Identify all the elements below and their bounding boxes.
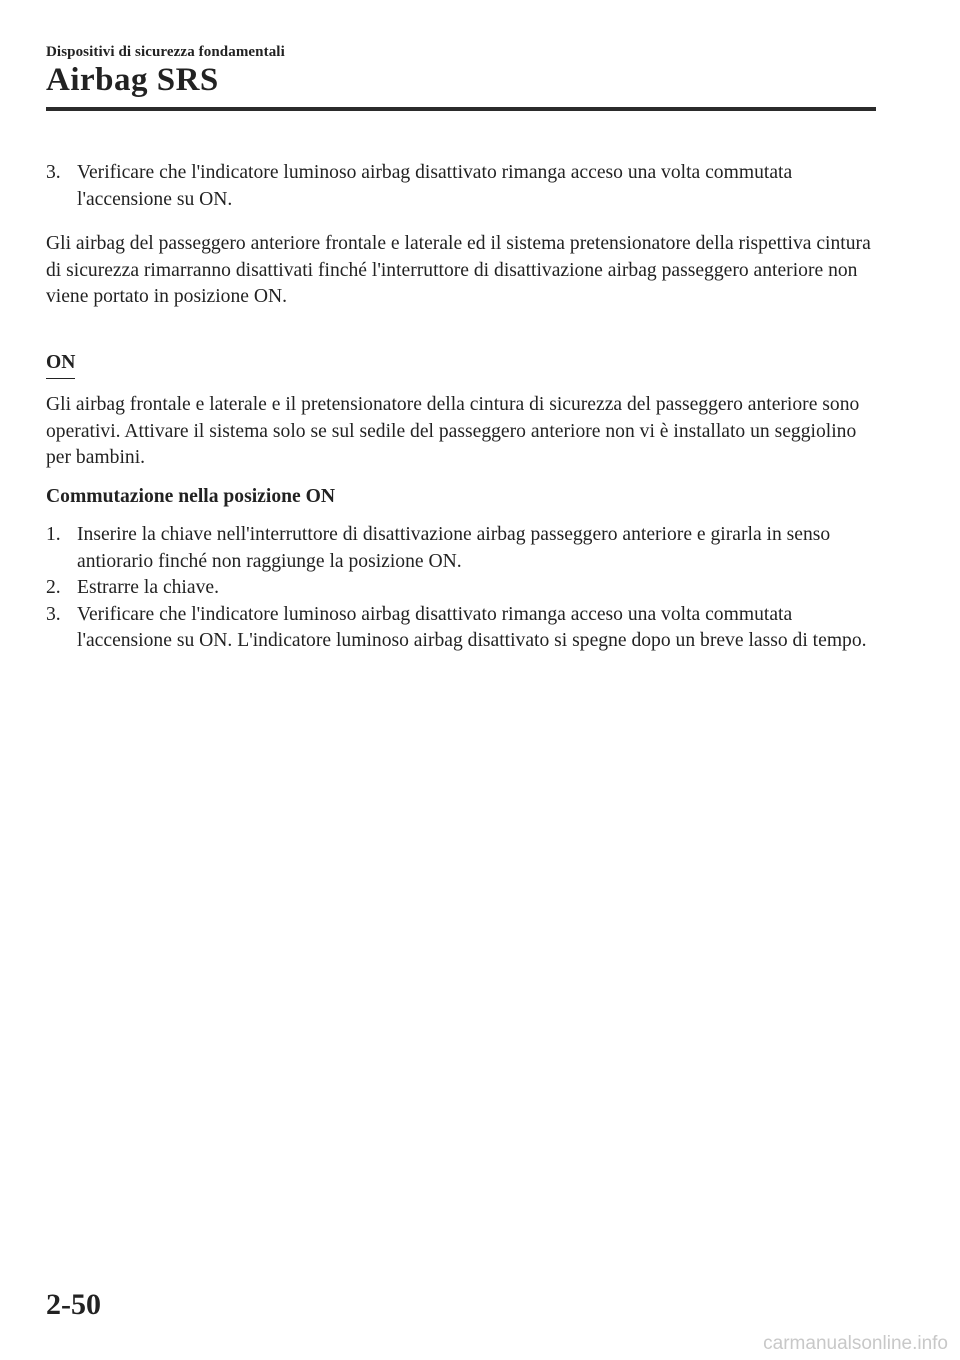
list-item-text: Estrarre la chiave. <box>77 577 219 598</box>
list-item <box>46 575 876 602</box>
list-item <box>46 522 876 575</box>
list-item-text: Verificare che l'indicatore luminoso airbag disattivato rimanga acceso una volta commutata l'accensione su ON. L'indicatore luminoso airbag disattivato si spegne dopo un breve lasso di tempo. <box>77 603 867 651</box>
list-item-number: 3. <box>46 162 61 183</box>
on-heading: ON <box>46 350 75 380</box>
on-paragraph: Gli airbag frontale e laterale e il pretensionatore della cintura di sicurezza del passeggero anteriore sono operativi. Attivare il sistema solo se sul sedile del passeggero anteriore non vi è installato un seggiolino per bambini. <box>46 394 860 468</box>
page-number: 2-50 <box>46 1288 101 1321</box>
on-subheading: Commutazione nella posizione ON <box>46 485 335 507</box>
list-item-text: Inserire la chiave nell'interruttore di disattivazione airbag passeggero anteriore e girarla in senso antiorario finché non raggiunge la posizione ON. <box>77 524 831 572</box>
list-item-number: 3. <box>46 603 61 625</box>
page-title: Airbag SRS <box>46 62 219 98</box>
title-rule <box>46 107 876 111</box>
list-item <box>46 160 876 213</box>
on-step-list <box>46 522 876 655</box>
list-item-number: 1. <box>46 524 61 545</box>
section-label: Dispositivi di sicurezza fondamentali <box>46 44 285 60</box>
off-paragraph: Gli airbag del passeggero anteriore frontale e laterale ed il sistema pretensionatore della rispettiva cintura di sicurezza rimarranno disattivati finché l'interruttore di disattivazione airbag passeggero anteriore non viene portato in posizione ON. <box>46 233 871 307</box>
list-item-number: 2. <box>46 577 61 598</box>
list-item <box>46 602 876 655</box>
top-step-list <box>46 160 876 213</box>
page-content <box>46 160 876 655</box>
list-item-text: Verificare che l'indicatore luminoso airbag disattivato rimanga acceso una volta commutata l'accensione su ON. <box>77 162 793 210</box>
watermark: carmanualsonline.info <box>763 1333 948 1354</box>
